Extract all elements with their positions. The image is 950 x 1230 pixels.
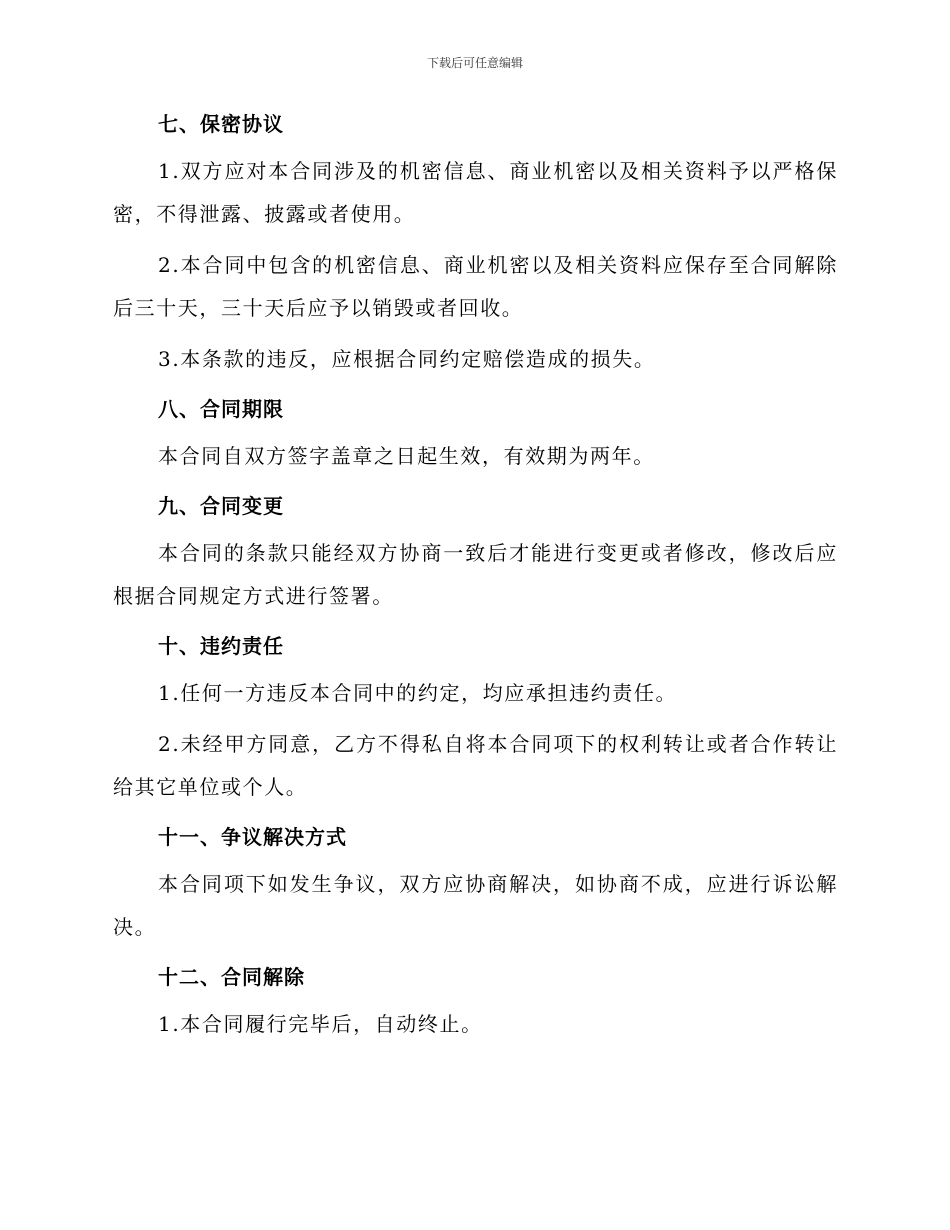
section-heading-liability: 十、违约责任 xyxy=(158,634,284,658)
page-header: 下载后可任意编辑 xyxy=(426,56,523,70)
section-heading-term: 八、合同期限 xyxy=(158,397,284,421)
paragraph: 1.本合同履行完毕后，自动终止。 xyxy=(158,1012,483,1036)
paragraph: 本合同的条款只能经双方协商一致后才能进行变更或者修改，修改后应根据合同规定方式进行签署。 xyxy=(113,541,838,608)
paragraph: 本合同项下如发生争议，双方应协商解决，如协商不成，应进行诉讼解决。 xyxy=(113,872,838,939)
section-heading-amendment: 九、合同变更 xyxy=(158,494,284,518)
document-body xyxy=(113,104,838,1054)
section-heading-termination: 十二、合同解除 xyxy=(158,965,305,989)
paragraph: 1.双方应对本合同涉及的机密信息、商业机密以及相关资料予以严格保密，不得泄露、披露或者使用。 xyxy=(113,159,838,226)
paragraph: 本合同自双方签字盖章之日起生效，有效期为两年。 xyxy=(158,444,655,468)
paragraph: 1.任何一方违反本合同中的约定，均应承担违约责任。 xyxy=(158,681,678,705)
section-heading-confidentiality: 七、保密协议 xyxy=(158,112,284,136)
paragraph: 2.未经甲方同意，乙方不得私自将本合同项下的权利转让或者合作转让给其它单位或个人。 xyxy=(113,732,838,799)
paragraph: 2.本合同中包含的机密信息、商业机密以及相关资料应保存至合同解除后三十天，三十天后应予以销毁或者回收。 xyxy=(113,253,838,320)
paragraph: 3.本条款的违反，应根据合同约定赔偿造成的损失。 xyxy=(158,347,656,371)
section-heading-dispute: 十一、争议解决方式 xyxy=(158,825,347,849)
